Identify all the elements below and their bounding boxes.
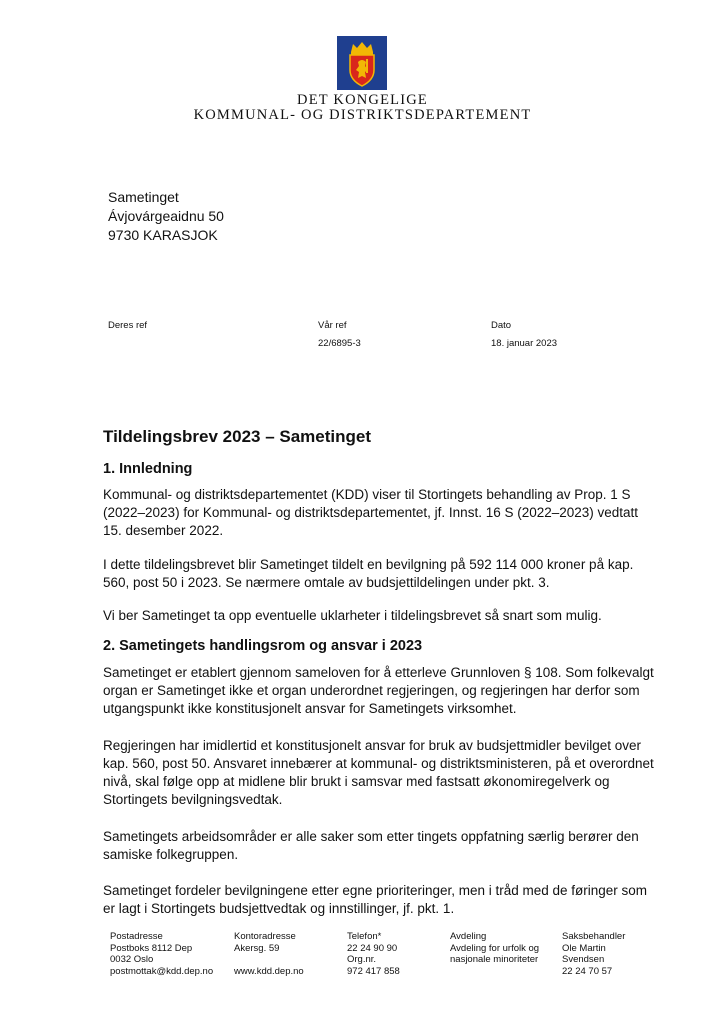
coat-of-arms-logo — [337, 36, 387, 90]
footer-kontoradresse-label: Kontoradresse — [234, 931, 296, 942]
section-2-paragraph-2: Regjeringen har imidlertid et konstitusjonelt ansvar for bruk av budsjettmidler bevilget over kap. 560, post 50. Ansvaret innebærer at kommunal- og distriktsministeren, på et overordnet nivå, skal følge opp at midlene blir brukt i samsvar med fastsatt økonomiregelverk og Stortingets bevilgningsvedtak. — [103, 738, 654, 807]
footer-saksbehandler-label: Saksbehandler — [562, 931, 626, 942]
footer-postadresse-city: 0032 Oslo — [110, 954, 154, 965]
footer-postadresse — [110, 931, 213, 977]
footer-avdeling-line1: Avdeling for urfolk og — [450, 942, 540, 954]
department-name-line2: KOMMUNAL- OG DISTRIKTSDEPARTEMENT — [193, 107, 532, 123]
footer-saksbehandler — [562, 931, 625, 977]
footer-postadresse-label: Postadresse — [110, 931, 163, 942]
section-2-heading: 2. Sametingets handlingsrom og ansvar i 2023 — [103, 638, 423, 654]
recipient-street: Ávjovárgeaidnu 50 — [108, 208, 224, 224]
var-ref-label: Vår ref — [318, 320, 347, 331]
dato-label: Dato — [491, 320, 512, 331]
footer-telefon-label: Telefon* — [347, 931, 382, 942]
recipient-postal: 9730 KARASJOK — [108, 227, 218, 243]
footer-avdeling-label: Avdeling — [450, 931, 487, 942]
recipient-address — [108, 188, 224, 245]
footer-saksbehandler-firstname: Ole Martin — [562, 942, 606, 954]
document-title: Tildelingsbrev 2023 – Sametinget — [103, 427, 372, 446]
footer-kontoradresse — [234, 931, 304, 977]
footer-orgnr-value: 972 417 858 — [347, 965, 400, 977]
footer-avdeling-line2: nasjonale minoriteter — [450, 954, 539, 965]
footer-avdeling-blank — [450, 966, 539, 978]
section-2-paragraph-3: Sametingets arbeidsområder er alle saker som etter tingets oppfatning særlig berører den samiske folkegruppen. — [103, 829, 639, 862]
footer-orgnr-label: Org.nr. — [347, 954, 377, 965]
footer-kontoradresse-blank — [234, 954, 304, 966]
footer-telefon-number: 22 24 90 90 — [347, 942, 398, 954]
footer-kontoradresse-street: Akersg. 59 — [234, 942, 280, 954]
footer-telefon — [347, 931, 400, 977]
footer-avdeling — [450, 931, 539, 977]
section-1-paragraph-3: Vi ber Sametinget ta opp eventuelle uklarheter i tildelingsbrevet så snart som mulig. — [103, 608, 602, 623]
section-2-paragraph-4: Sametinget fordeler bevilgningene etter egne prioriteringer, men i tråd med de føringer som er lagt i Stortingets budsjettvedtak og innstillinger, jf. pkt. 1. — [103, 883, 648, 916]
section-2-paragraph-1: Sametinget er etablert gjennom sameloven for å etterleve Grunnloven § 108. Som folkevalgt organ er Sametinget ikke et organ underordnet regjeringen, og regjeringen har derfor som utgangspunkt ikke konstitusjonelt ansvar for Sametingets virksomhet. — [103, 665, 654, 716]
var-ref-value: 22/6895-3 — [318, 338, 361, 349]
footer-postadresse-box: Postboks 8112 Dep — [110, 942, 193, 954]
footer-saksbehandler-lastname: Svendsen — [562, 954, 605, 965]
department-name-line1: DET KONGELIGE — [297, 92, 428, 108]
deres-ref-label: Deres ref — [108, 320, 148, 331]
footer-saksbehandler-phone: 22 24 70 57 — [562, 965, 613, 977]
footer-website-link[interactable]: www.kdd.dep.no — [234, 965, 304, 977]
dato-value: 18. januar 2023 — [491, 338, 558, 349]
section-1-heading: 1. Innledning — [103, 461, 193, 477]
section-1-paragraph-2: I dette tildelingsbrevet blir Sametinget tildelt en bevilgning på 592 114 000 kroner på kap. 560, post 50 i 2023. Se nærmere omtale av budsjettildelingen under pkt. 3. — [103, 557, 634, 590]
footer-email-link[interactable]: postmottak@kdd.dep.no — [110, 965, 214, 977]
section-1-paragraph-1: Kommunal- og distriktsdepartementet (KDD) viser til Stortingets behandling av Prop. 1 S (2022–2023) for Kommunal- og distriktsdepartementet, jf. Innst. 16 S (2022–2023) vedtatt 15. desember 2022. — [103, 487, 639, 538]
recipient-name: Sametinget — [108, 189, 179, 205]
